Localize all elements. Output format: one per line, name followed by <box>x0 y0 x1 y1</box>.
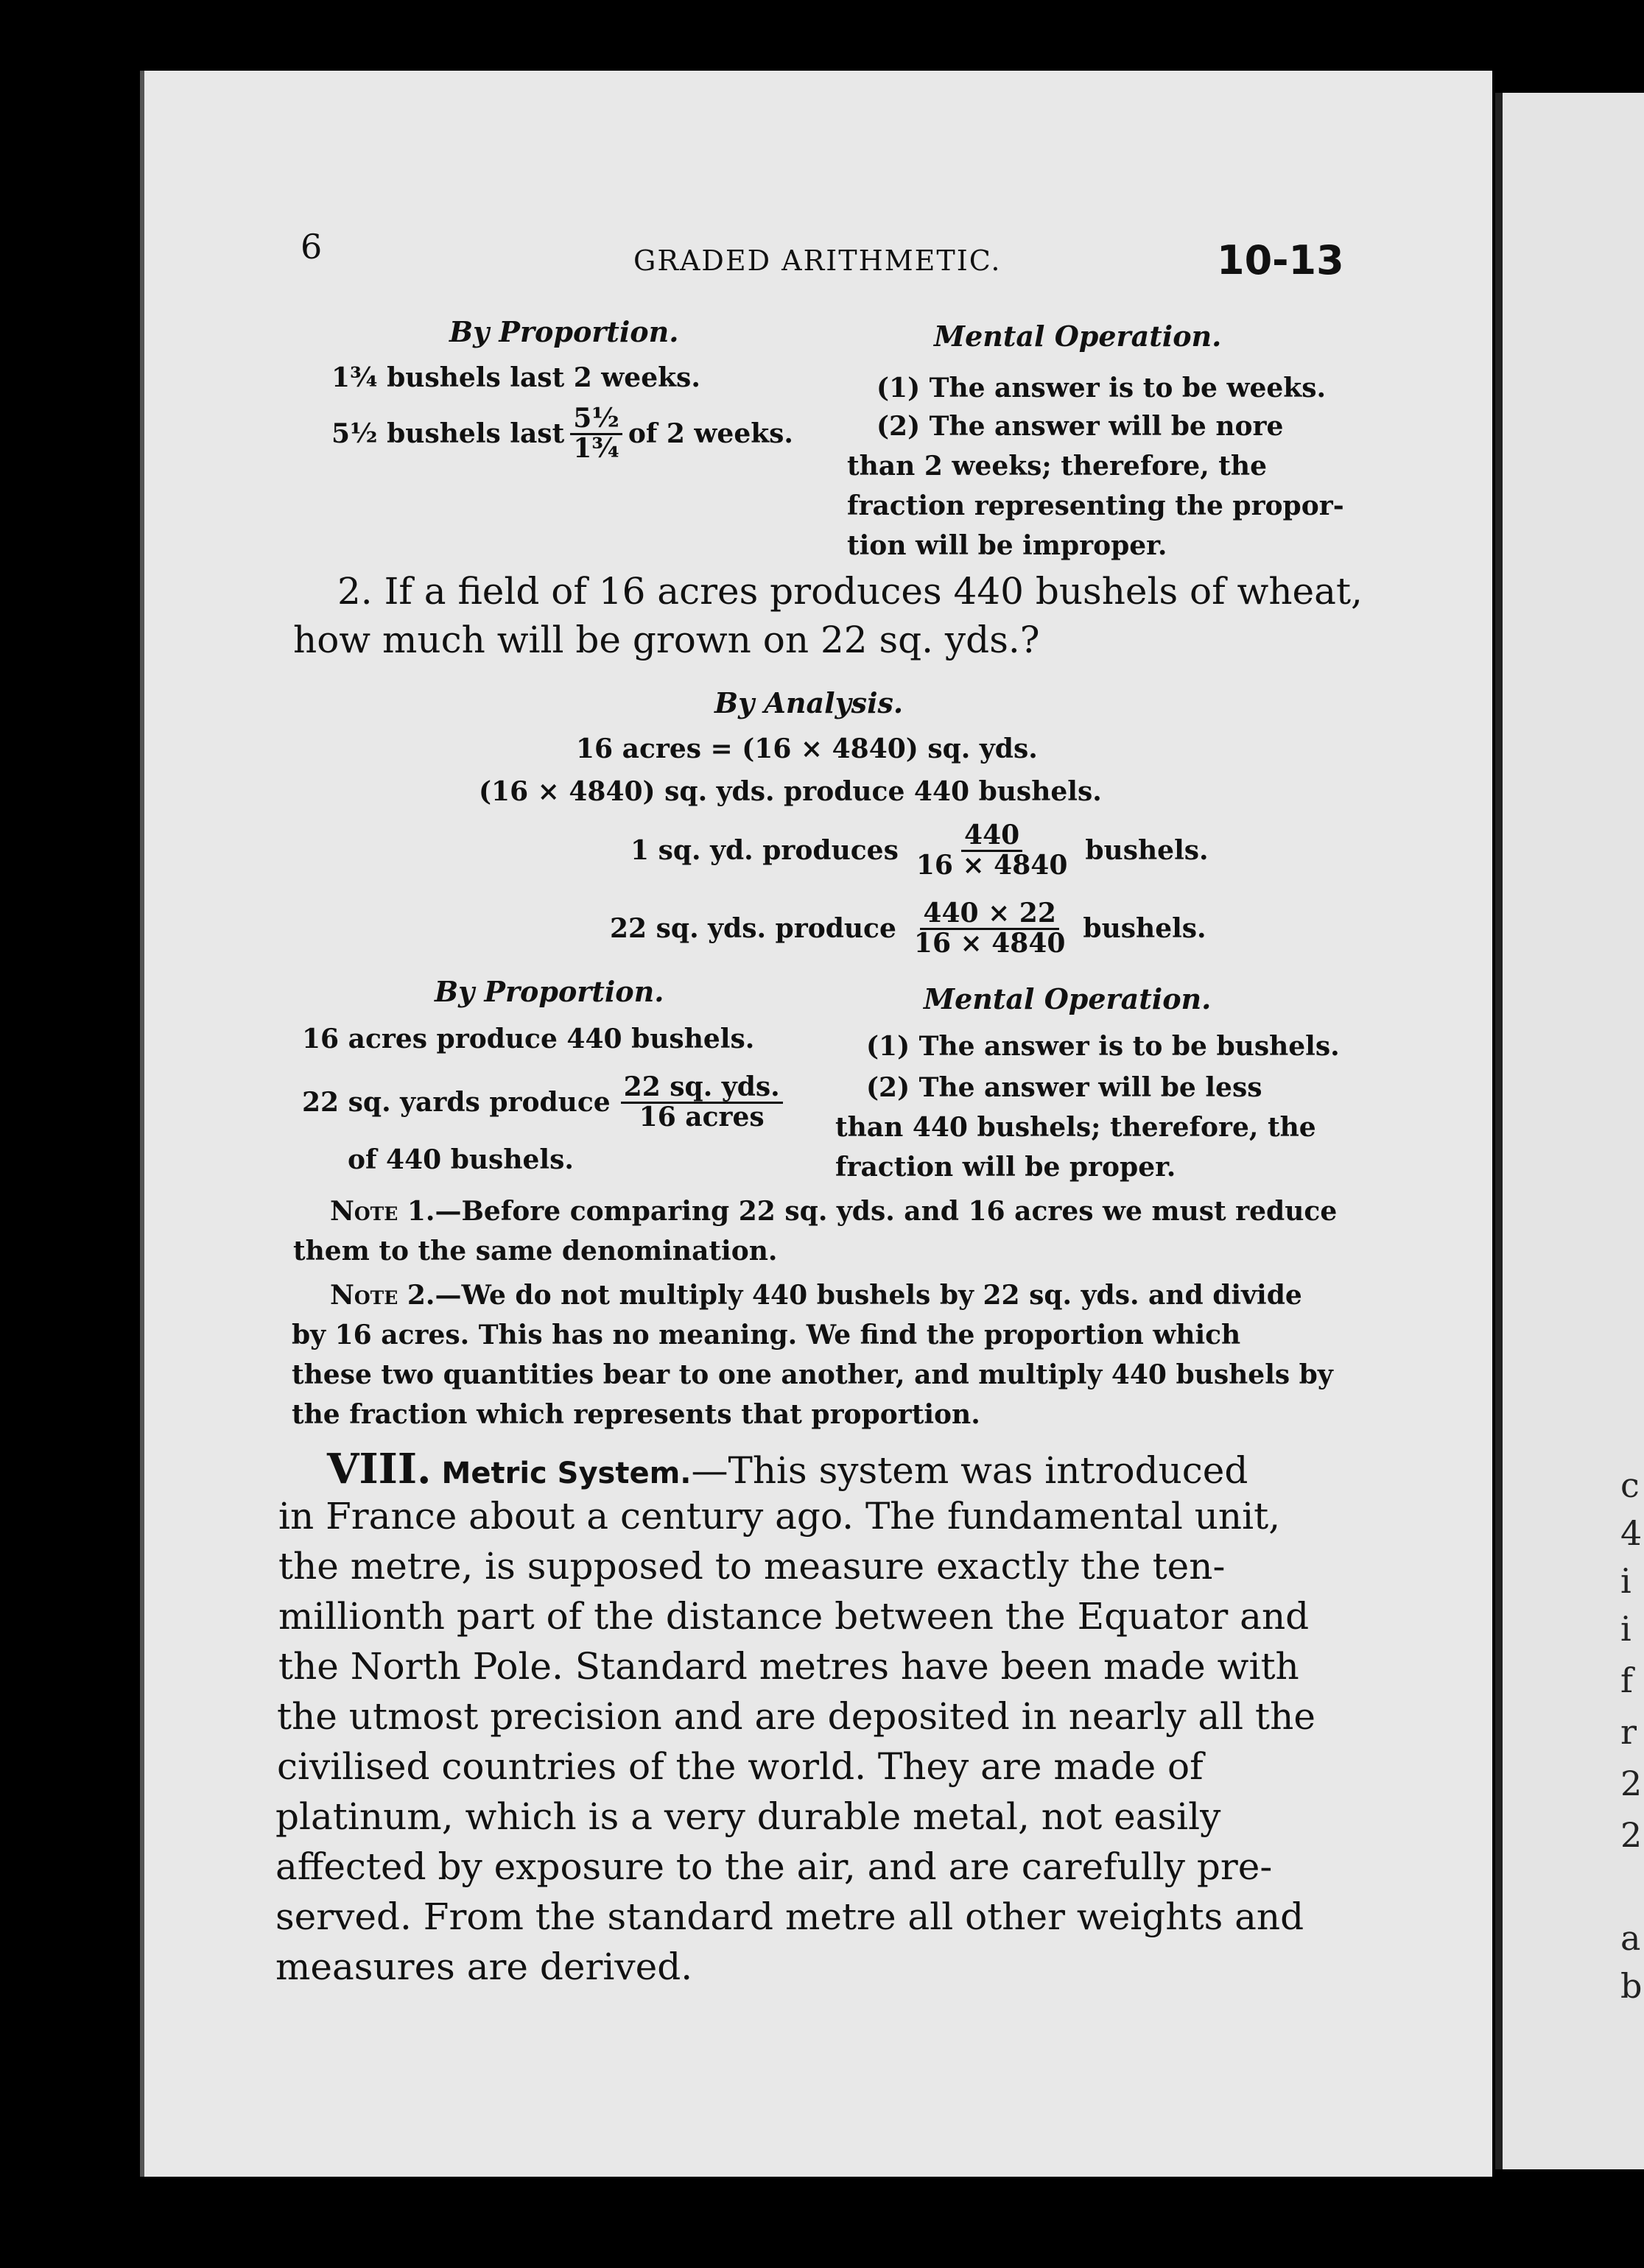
section-line: in France about a century ago. The fundamental unit, <box>278 1495 1281 1538</box>
proportion-line <box>302 1071 793 1133</box>
mental-operation-heading: Mental Operation. <box>924 982 1212 1015</box>
note-label: Note 1. <box>330 1196 435 1227</box>
proportion-text: 22 sq. yards produce <box>302 1087 611 1119</box>
mental-line: (1) The answer is to be weeks. <box>877 373 1327 404</box>
mental-line: (2) The answer will be nore <box>877 411 1284 442</box>
fraction-denominator: 1¾ <box>573 432 619 464</box>
note-2 <box>330 1280 1302 1311</box>
next-page-fragment: i <box>1620 1561 1631 1601</box>
section-line: served. From the standard metre all other weights and <box>275 1895 1304 1938</box>
note-line: the fraction which represents that proportion. <box>292 1399 980 1430</box>
section-line: affected by exposure to the air, and are carefully pre- <box>275 1845 1273 1888</box>
analysis-text: 1 sq. yd. produces <box>630 835 899 867</box>
note-line: by 16 acres. This has no meaning. We find the proportion which <box>292 1320 1241 1350</box>
proportion-text: 5½ bushels last <box>331 418 565 450</box>
mental-line: fraction representing the propor- <box>847 490 1344 521</box>
note-text: —We do not multiply 440 bushels by 22 sq. yds. and divide <box>435 1280 1302 1311</box>
section-title: Metric System. <box>441 1457 692 1490</box>
fraction-numerator: 22 sq. yds. <box>621 1074 783 1104</box>
problem-text: 2. If a field of 16 acres produces 440 bushels of wheat, <box>337 570 1363 613</box>
fraction-numerator: 440 × 22 <box>920 900 1058 930</box>
section-line: measures are derived. <box>275 1945 693 1988</box>
analysis-line: (16 × 4840) sq. yds. produce 440 bushels. <box>479 776 1102 807</box>
section-line: civilised countries of the world. They are made of <box>277 1745 1204 1788</box>
note-1 <box>330 1196 1337 1227</box>
fraction-numerator: 440 <box>961 822 1022 852</box>
note-label: Note 2. <box>330 1280 435 1311</box>
next-page-fragment: 2 <box>1620 1815 1643 1855</box>
mental-operation-heading: Mental Operation. <box>934 320 1222 353</box>
next-page-fragment: f <box>1620 1660 1634 1700</box>
next-page-fragment: 4 <box>1620 1513 1643 1553</box>
analysis-line: 16 acres = (16 × 4840) sq. yds. <box>576 733 1038 764</box>
analysis-text: 22 sq. yds. produce <box>610 913 896 945</box>
mental-line: (1) The answer is to be bushels. <box>866 1031 1340 1062</box>
analysis-heading: By Analysis. <box>714 686 904 719</box>
mental-line: than 2 weeks; therefore, the <box>847 451 1267 482</box>
adjacent-page-edge <box>1495 93 1644 2169</box>
proportion-heading: By Proportion. <box>435 975 664 1008</box>
section-line: the utmost precision and are deposited in nearly all the <box>277 1695 1315 1738</box>
proportion-line <box>331 405 793 463</box>
section-line: millionth part of the distance between the Equator and <box>278 1595 1310 1638</box>
section-line: platinum, which is a very durable metal, not easily <box>275 1795 1221 1838</box>
fraction-denominator: 16 × 4840 <box>916 849 1068 881</box>
analysis-line <box>610 900 1206 958</box>
proportion-line: of 440 bushels. <box>348 1144 574 1175</box>
fraction <box>911 900 1069 958</box>
mental-line: (2) The answer will be less <box>866 1072 1262 1103</box>
proportion-heading: By Proportion. <box>449 315 679 348</box>
running-title: GRADED ARITHMETIC. <box>633 244 1002 277</box>
note-line: these two quantities bear to one another, and multiply 440 bushels by <box>292 1359 1333 1390</box>
analysis-text: bushels. <box>1085 835 1209 867</box>
fraction-numerator: 5½ <box>570 405 622 435</box>
note-line: them to the same denomination. <box>293 1236 778 1267</box>
analysis-line <box>630 822 1209 880</box>
fraction <box>570 405 622 463</box>
proportion-text: of 2 weeks. <box>628 418 793 450</box>
section-heading-line <box>327 1445 1248 1493</box>
fraction-denominator: 16 acres <box>639 1101 765 1133</box>
next-page-fragment: b <box>1620 1966 1643 2006</box>
section-reference: 10-13 <box>1217 237 1344 284</box>
section-line: the North Pole. Standard metres have been made with <box>278 1645 1299 1688</box>
note-text: —Before comparing 22 sq. yds. and 16 acres we must reduce <box>435 1196 1338 1227</box>
mental-line: fraction will be proper. <box>835 1152 1176 1183</box>
fraction <box>621 1071 783 1133</box>
section-line: the metre, is supposed to measure exactly the ten- <box>278 1545 1226 1588</box>
problem-text: how much will be grown on 22 sq. yds.? <box>293 619 1040 661</box>
fraction <box>913 822 1071 880</box>
proportion-line: 1¾ bushels last 2 weeks. <box>331 362 700 393</box>
page-number: 6 <box>301 227 323 267</box>
next-page-fragment: c <box>1620 1465 1640 1505</box>
next-page-fragment: 2 <box>1620 1764 1643 1803</box>
fraction-denominator: 16 × 4840 <box>913 927 1066 959</box>
section-numeral: VIII. <box>327 1445 432 1493</box>
mental-line: tion will be improper. <box>847 530 1167 561</box>
analysis-text: bushels. <box>1083 913 1206 945</box>
next-page-fragment: i <box>1620 1609 1631 1649</box>
next-page-fragment: r <box>1620 1712 1637 1752</box>
mental-line: than 440 bushels; therefore, the <box>835 1112 1316 1143</box>
page-content <box>273 0 1363 2268</box>
proportion-line: 16 acres produce 440 bushels. <box>302 1024 755 1054</box>
section-text: —This system was introduced <box>691 1449 1248 1492</box>
next-page-fragment: a <box>1620 1918 1641 1958</box>
